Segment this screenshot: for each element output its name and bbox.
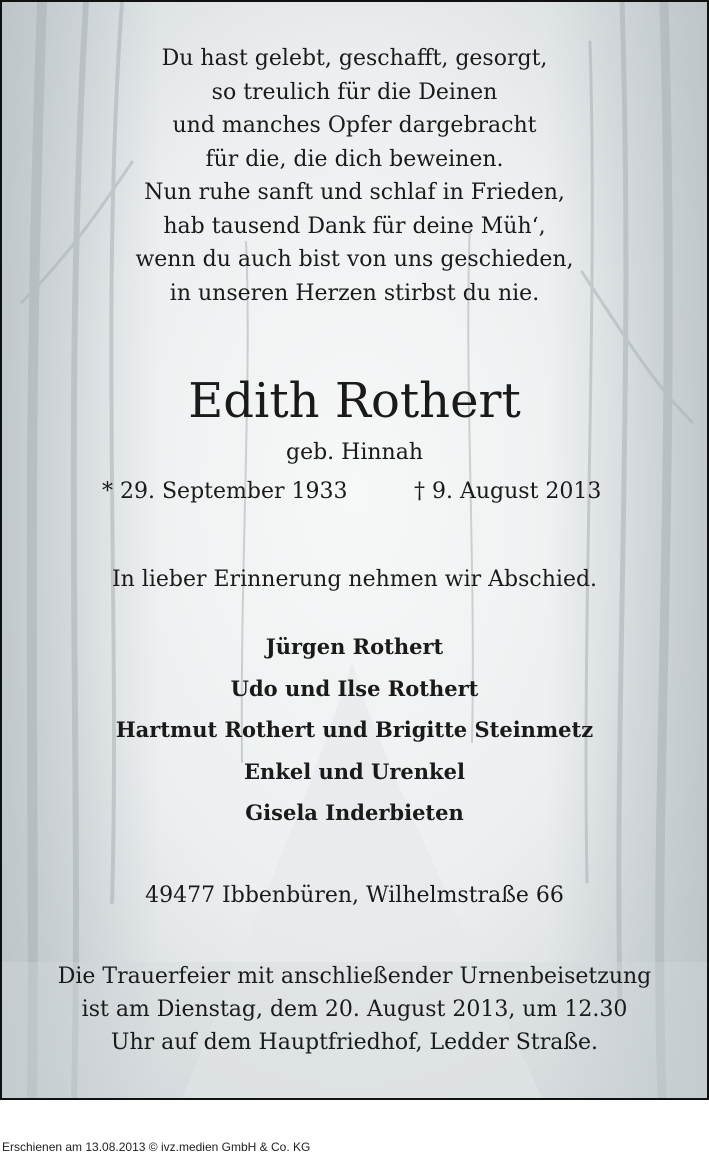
- obituary-content: [2, 2, 707, 1098]
- mourner-name: Hartmut Rothert und Brigitte Steinmetz: [115, 717, 594, 742]
- service-line: Die Trauerfeier mit anschließender Urnenbeisetzung: [57, 964, 652, 989]
- mourner-name: Enkel und Urenkel: [244, 758, 465, 784]
- poem-line: Du hast gelebt, geschafft, gesorgt,: [161, 46, 548, 71]
- death-date: † 9. August 2013: [414, 479, 602, 504]
- poem-line: und manches Opfer dargebracht: [172, 113, 537, 138]
- poem-line: hab tausend Dank für deine Müh‘,: [163, 213, 546, 239]
- deceased-name: Edith Rothert: [188, 373, 521, 429]
- poem-line: für die, die dich beweinen.: [205, 146, 504, 172]
- poem-line: in unseren Herzen stirbst du nie.: [169, 280, 540, 306]
- funeral-service-info: [2, 960, 707, 1059]
- poem-line: wenn du auch bist von uns geschieden,: [135, 247, 574, 272]
- mourner-name: Udo und Ilse Rothert: [230, 675, 479, 701]
- publication-footer: Erschienen am 13.08.2013 © ivz.medien GmbH & Co. KG: [2, 1140, 311, 1154]
- service-line: ist am Dienstag, dem 20. August 2013, um 12.30: [81, 997, 628, 1022]
- farewell-text: In lieber Erinnerung nehmen wir Abschied.: [111, 567, 598, 592]
- mourner-name: Gisela Inderbieten: [245, 800, 464, 825]
- family-address: 49477 Ibbenbüren, Wilhelmstraße 66: [145, 883, 564, 908]
- mourner-name: Jürgen Rothert: [265, 634, 444, 659]
- poem-line: Nun ruhe sanft und schlaf in Frieden,: [144, 180, 565, 205]
- poem-line: so treulich für die Deinen: [211, 79, 498, 105]
- memorial-poem: [2, 42, 707, 310]
- birth-date: * 29. September 1933: [102, 479, 348, 504]
- mourners-list: [2, 626, 707, 834]
- service-line: Uhr auf dem Hauptfriedhof, Ledder Straße.: [110, 1030, 599, 1055]
- maiden-name: geb. Hinnah: [285, 440, 424, 465]
